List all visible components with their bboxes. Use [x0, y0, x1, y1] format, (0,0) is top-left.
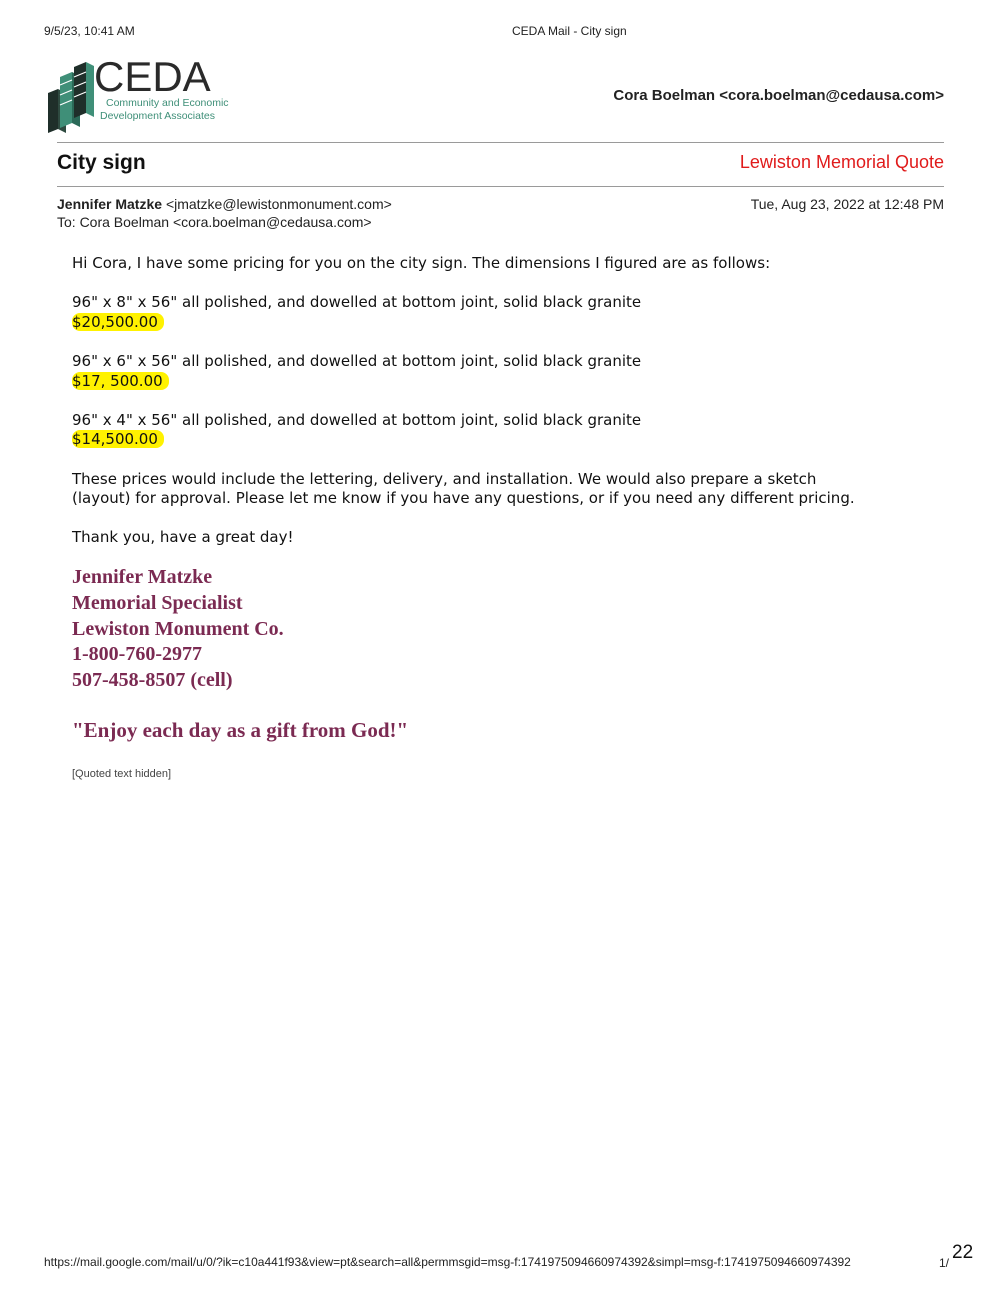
closing-line: These prices would include the lettering, delivery, and installation. We would also prepare a sketch — [72, 469, 817, 488]
message-date: Tue, Aug 23, 2022 at 12:48 PM — [750, 196, 944, 212]
option-price: $17, 500.00 — [72, 372, 169, 390]
signature-phone: 1-800-760-2977 — [72, 643, 202, 666]
thread-subject: City sign — [57, 151, 146, 174]
logo-wordmark: CEDA — [94, 55, 211, 100]
option-price: $20,500.00 — [72, 313, 164, 331]
option-price: $14,500.00 — [72, 430, 164, 448]
ceda-logo-icon — [46, 55, 236, 135]
email-signature — [72, 565, 284, 694]
message-body — [72, 254, 952, 568]
print-page-title: CEDA Mail - City sign — [512, 24, 627, 38]
thanks-text: Thank you, have a great day! — [72, 528, 294, 547]
header-divider — [57, 142, 944, 143]
option-spec: 96" x 4" x 56" all polished, and dowelled at bottom joint, solid black granite — [72, 410, 642, 429]
message-recipient: To: Cora Boelman <cora.boelman@cedausa.com> — [57, 214, 372, 230]
price-option — [72, 352, 952, 391]
sender-email: <jmatzke@lewistonmonument.com> — [165, 196, 392, 212]
signature-cell: 507-458-8507 (cell) — [72, 669, 233, 692]
page-stamp: 22 — [952, 1242, 974, 1263]
signature-name: Jennifer Matzke — [72, 566, 213, 588]
price-option — [72, 293, 952, 332]
signature-title: Memorial Specialist — [72, 591, 243, 614]
print-url: https://mail.google.com/mail/u/0/?ik=c10a441f93&view=pt&search=all&permmsgid=msg-f:1741975094660974392&simpl=msg-f:1741975094660974392 — [44, 1255, 851, 1269]
quoted-text-toggle[interactable]: [Quoted text hidden] — [72, 768, 172, 780]
subject-divider — [57, 186, 944, 187]
logo-tagline-line1: Community and Economic — [106, 97, 229, 109]
logo-tagline-line2: Development Associates — [100, 110, 215, 122]
price-option — [72, 411, 952, 450]
signature-company: Lewiston Monument Co. — [72, 617, 284, 640]
option-spec: 96" x 6" x 56" all polished, and dowelled at bottom joint, solid black granite — [72, 351, 642, 370]
greeting-text: Hi Cora, I have some pricing for you on the city sign. The dimensions I figured are as follows: — [72, 254, 771, 272]
closing-text — [72, 470, 952, 509]
closing-line: (layout) for approval. Please let me know if you have any questions, or if you need any different pricing. — [72, 489, 855, 508]
thread-label[interactable]: Lewiston Memorial Quote — [739, 152, 944, 172]
message-sender — [57, 196, 392, 212]
print-page-number: 1/ — [939, 1256, 950, 1270]
account-identity: Cora Boelman <cora.boelman@cedausa.com> — [613, 87, 944, 104]
print-datetime: 9/5/23, 10:41 AM — [44, 24, 135, 38]
ceda-logo — [46, 55, 236, 135]
sender-name: Jennifer Matzke — [57, 196, 163, 212]
option-spec: 96" x 8" x 56" all polished, and dowelled at bottom joint, solid black granite — [72, 293, 642, 312]
signature-quote: "Enjoy each day as a gift from God!" — [72, 718, 409, 742]
